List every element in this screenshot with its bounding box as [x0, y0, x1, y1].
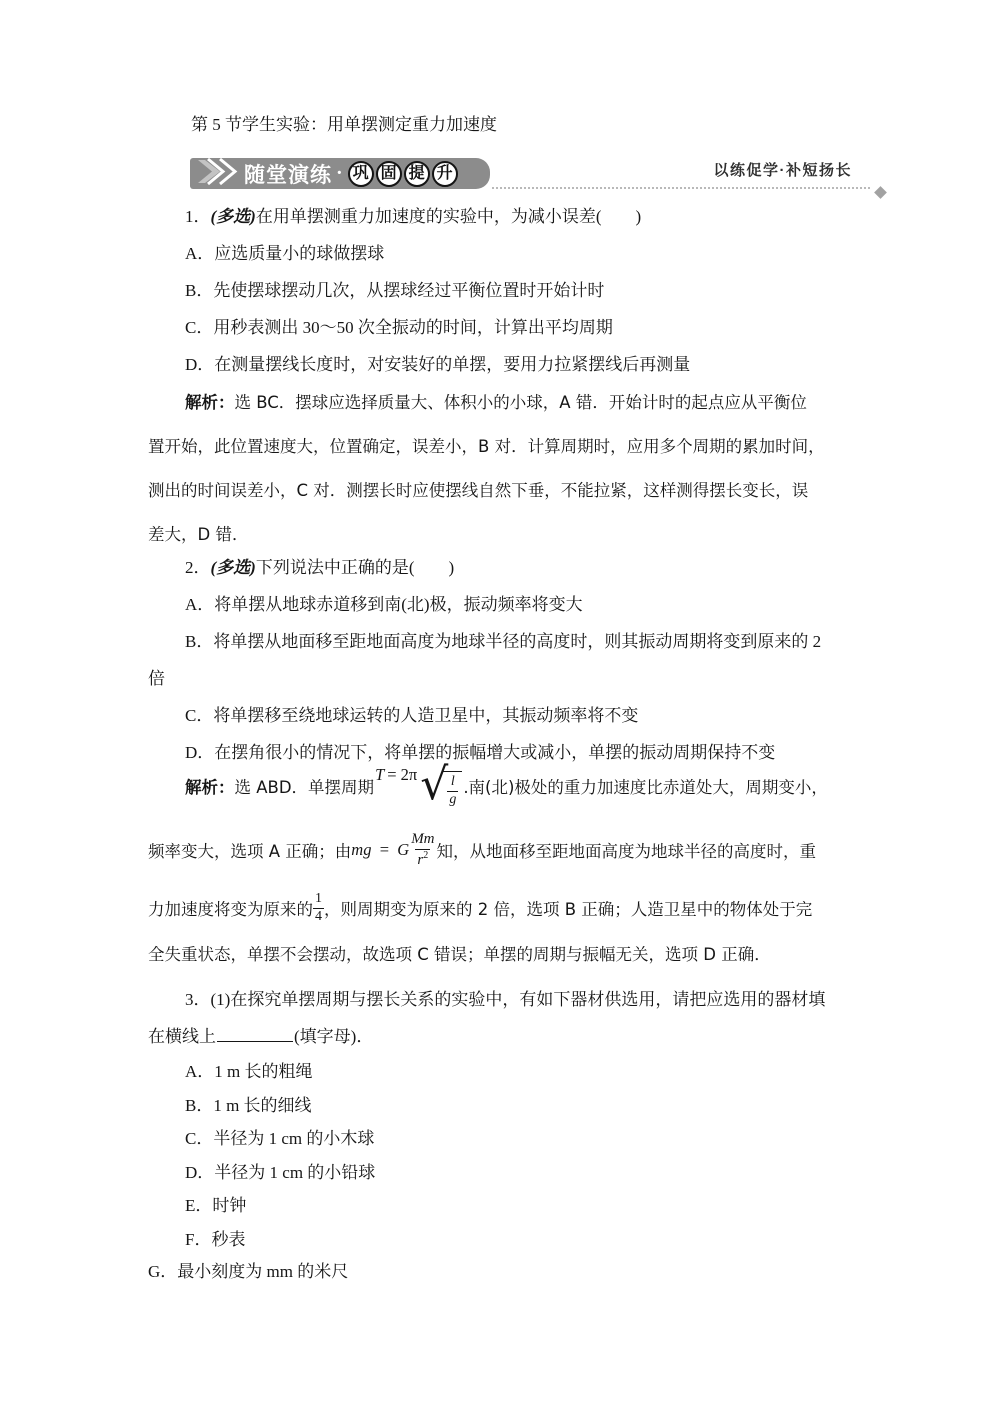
- option-line: B．先使摆球摆动几次，从摆球经过平衡位置时开始计时: [185, 281, 605, 300]
- banner-dot-separator: ·: [336, 162, 343, 184]
- explanation-text: ，则周期变为原来的 2 倍，选项 B 正确；人造卫星中的物体处于完: [324, 900, 813, 919]
- option-line: C．用秒表测出 30～50 次全振动的时间，计算出平均周期: [185, 318, 613, 337]
- question-stem: [148, 981, 880, 1018]
- question-1: [148, 198, 880, 557]
- explanation-text: 力加速度将变为原来的: [148, 900, 313, 919]
- explanation-line: [148, 883, 880, 933]
- explanation-label: 解析：: [185, 393, 235, 412]
- question-3: [148, 981, 880, 1288]
- math-superscript: 2: [423, 849, 429, 861]
- fraction-numerator: l: [450, 773, 455, 789]
- explanation-text: .南(北)极处的重力加速度比赤道处大，周期变小，: [463, 778, 828, 797]
- option-line: D．在摆角很小的情况下，将单摆的振幅增大或减小，单摆的振动周期保持不变: [185, 743, 776, 762]
- explanation-text: 频率变大，选项 A 正确；由: [148, 842, 352, 861]
- explanation-line: 差大，D 错．: [148, 525, 249, 544]
- banner-circle-char: 升: [432, 161, 458, 187]
- explanation-q2: [148, 757, 880, 977]
- explanation-line: 测出的时间误差小，C 对．测摆长时应使摆线自然下垂，不能拉紧，这样测得摆长变长，误: [148, 481, 809, 500]
- option-line: E．时钟: [185, 1196, 247, 1215]
- explanation-text: 知，从地面移至距地面高度为地球半径的高度时，重: [436, 842, 817, 861]
- option-line: A．1 m 长的粗绳: [185, 1062, 313, 1081]
- option-line: F．秒表: [185, 1229, 246, 1249]
- math-var: mg: [351, 840, 372, 859]
- fill-in-blank: [217, 1040, 293, 1042]
- chevrons-icon: [196, 156, 242, 192]
- option-line: C．半径为 1 cm 的小木球: [185, 1129, 375, 1148]
- option-line-wrap: 倍: [148, 669, 165, 688]
- fraction-l-over-g: [447, 775, 458, 807]
- multi-select-tag: (多选): [210, 207, 256, 226]
- question-stem-wrap: [148, 1018, 880, 1055]
- page-title: 第 5 节学生实验：用单摆测定重力加速度: [191, 115, 497, 134]
- banner-circle-char: 固: [376, 161, 402, 187]
- math-var: T: [375, 764, 385, 784]
- question-2: [148, 549, 880, 977]
- question-stem: [148, 198, 880, 235]
- fraction-numerator: 1: [315, 890, 322, 906]
- radicand: [443, 771, 462, 807]
- question-number: 3．: [185, 990, 211, 1009]
- explanation-line: [148, 819, 880, 881]
- stem-text: (1)在探究单摆周期与摆长关系的实验中，有如下器材供选用，请把应选用的器材填: [210, 990, 826, 1009]
- math-eq: =: [379, 840, 390, 859]
- diamond-icon: [874, 186, 887, 199]
- math-var: r: [417, 851, 424, 868]
- fraction-denominator: g: [449, 791, 457, 807]
- fraction-one-quarter: [313, 892, 324, 924]
- option-line: A．应选质量小的球做摆球: [185, 244, 385, 263]
- math-var: G: [397, 840, 410, 859]
- option-line: C．将单摆移至绕地球运转的人造卫星中，其振动频率将不变: [185, 706, 639, 725]
- explanation-q1: [148, 381, 880, 557]
- radical-sign: √: [420, 758, 449, 810]
- multi-select-tag: (多选): [210, 558, 256, 577]
- formula-gravitation: [351, 840, 409, 860]
- fraction-numerator: Mm: [411, 830, 435, 847]
- option-line: B．1 m 长的细线: [185, 1095, 312, 1115]
- formula-pendulum-period: [375, 758, 462, 810]
- explanation-line: 置开始，此位置速度大，位置确定，误差小，B 对．计算周期时，应用多个周期的累加时间，: [148, 437, 825, 456]
- banner-title: 随堂演练: [244, 163, 332, 187]
- explanation-label: 解析：: [185, 778, 235, 797]
- banner-circle-char: 提: [404, 161, 430, 187]
- option-line: D．半径为 1 cm 的小铅球: [185, 1162, 376, 1182]
- stem-text: 在用单摆测重力加速度的实验中，为减小误差( ): [255, 207, 642, 226]
- explanation-line: 全失重状态，单摆不会摆动，故选项 C 错误；单摆的周期与振幅无关，选项 D 正确．: [148, 945, 771, 964]
- section-banner-row: [148, 158, 880, 198]
- banner-tagline: 以练促学·补短扬长: [713, 162, 852, 179]
- explanation-text: 选 ABD．单摆周期: [234, 778, 375, 797]
- math-eq: = 2π: [387, 764, 418, 784]
- question-stem: [148, 549, 880, 586]
- option-line-g: G．最小刻度为 mm 的米尺: [148, 1262, 349, 1281]
- option-line: A．将单摆从地球赤道移到南(北)极，振动频率将变大: [185, 595, 583, 614]
- question-number: 2．: [185, 558, 211, 577]
- explanation-line: [148, 381, 880, 425]
- fraction-Mm-over-r2: [409, 832, 436, 869]
- question-number: 1．: [185, 207, 211, 226]
- stem-text: 下列说法中正确的是( ): [255, 558, 455, 577]
- fraction-denominator: 4: [315, 908, 322, 924]
- option-line: D．在测量摆线长度时，对安装好的单摆，要用力拉紧摆线后再测量: [185, 355, 691, 374]
- section-banner: [190, 158, 490, 189]
- banner-circle-char: 巩: [348, 161, 374, 187]
- fraction-denominator: [415, 849, 430, 869]
- stem-text: (填字母)．: [294, 1027, 374, 1046]
- option-line: B．将单摆从地面移至距地面高度为地球半径的高度时，则其振动周期将变到原来的 2: [185, 632, 822, 651]
- dotted-divider: [492, 187, 870, 189]
- stem-text: 在横线上: [148, 1027, 216, 1046]
- explanation-text: 选 BC．摆球应选择质量大、体积小的小球，A 错．开始计时的起点应从平衡位: [234, 393, 807, 412]
